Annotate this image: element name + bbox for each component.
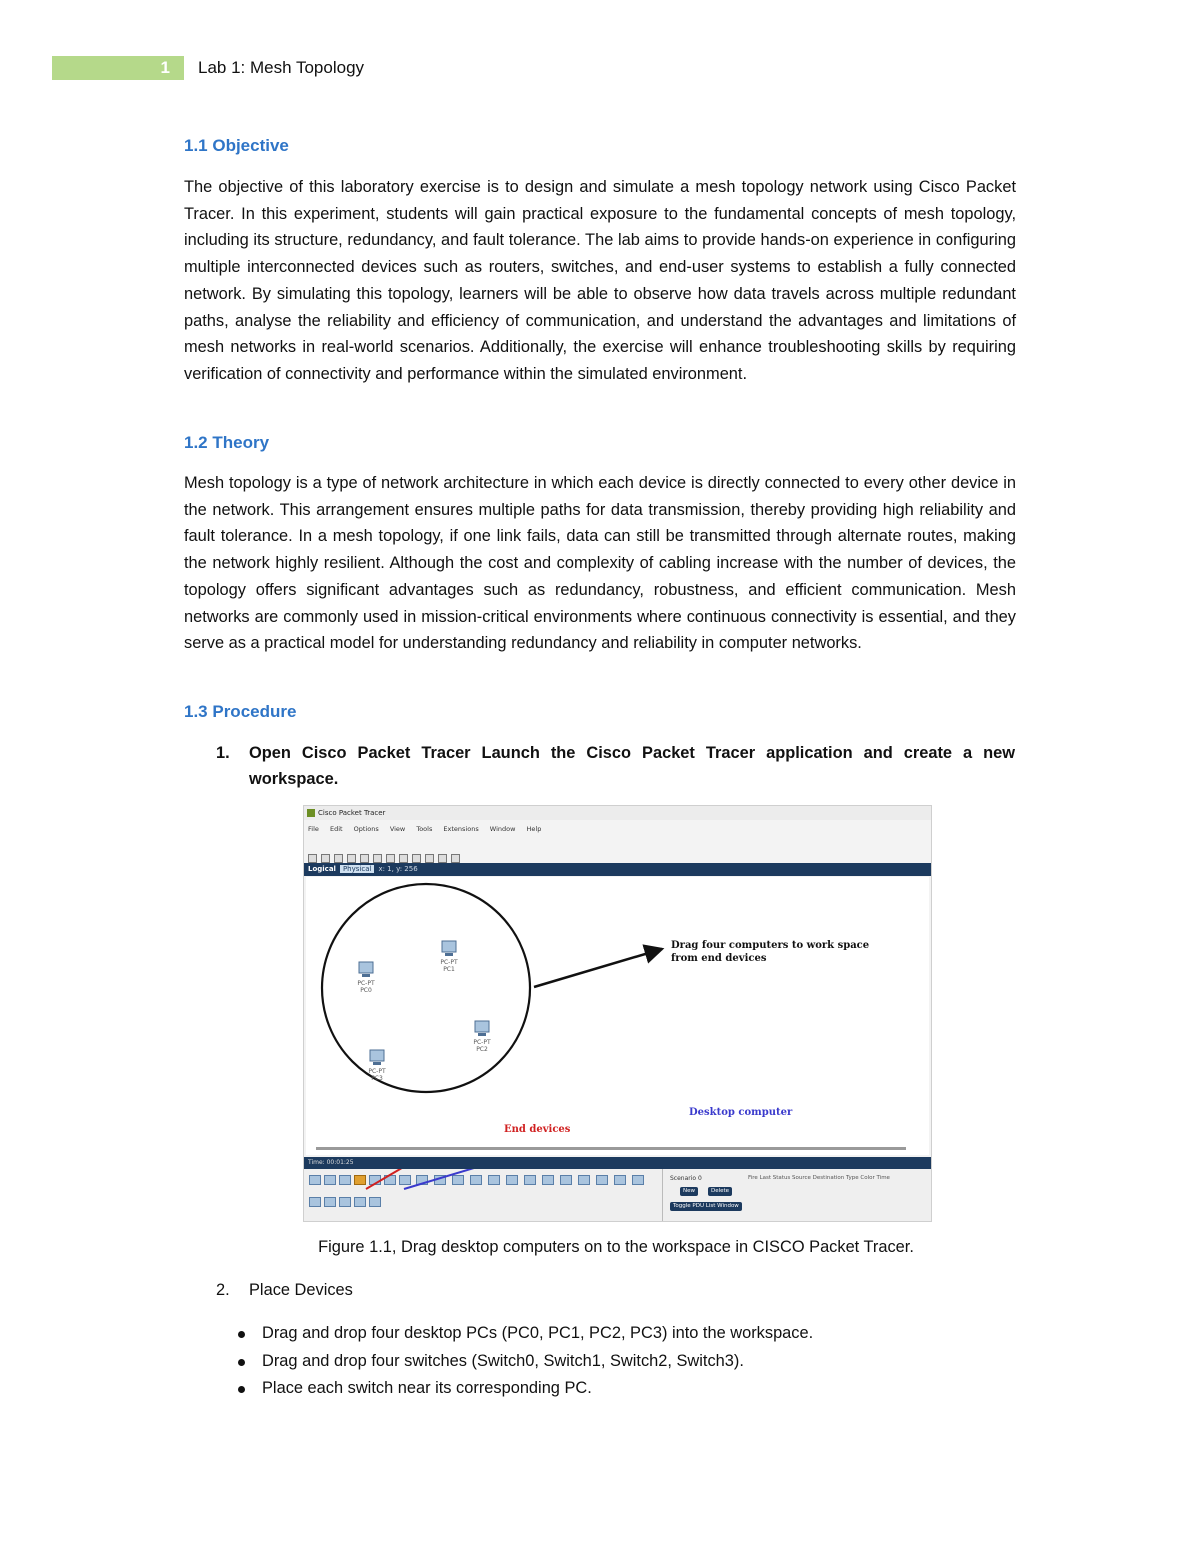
header-title: Lab 1: Mesh Topology [198, 58, 365, 77]
figure-caption: Figure 1.1, Drag desktop computers on to the workspace in CISCO Packet Tracer. [318, 1238, 914, 1256]
undo-icon[interactable] [399, 854, 408, 863]
page-header [52, 56, 364, 80]
workspace-canvas[interactable] [306, 877, 929, 1155]
paste-icon[interactable] [386, 854, 395, 863]
pc-1-type: PC-PT [440, 959, 458, 966]
step-2-text: Place Devices [249, 1281, 353, 1299]
bullet-item: Place each switch near its corresponding PC. [234, 1375, 813, 1403]
annotation-end-devices: End devices [504, 1124, 571, 1135]
wizard-icon[interactable] [360, 854, 369, 863]
step-1-number: 1. [216, 744, 230, 762]
page-number: 1 [160, 58, 170, 77]
pc-2[interactable] [473, 1021, 491, 1053]
print-icon[interactable] [347, 854, 356, 863]
menu-tools[interactable]: Tools [416, 825, 433, 833]
palette-icon[interactable] [451, 854, 460, 863]
end-devices-arrow [366, 1169, 494, 1189]
horizontal-scrollbar[interactable] [316, 1147, 906, 1150]
step-1-text: Open Cisco Packet Tracer Launch the Cisco Packet Tracer application and create a new workspace. [249, 744, 1015, 788]
window-titlebar [304, 806, 931, 820]
pc-3[interactable] [368, 1050, 386, 1082]
cursor-coords: x: 1, y: 256 [378, 865, 418, 873]
menu-window[interactable]: Window [489, 825, 516, 833]
zoom-in-icon[interactable] [425, 854, 434, 863]
copy-icon[interactable] [373, 854, 382, 863]
step-2-bullets [234, 1320, 813, 1403]
pc-1[interactable] [440, 941, 458, 973]
pc-0[interactable] [357, 962, 375, 994]
theory-heading: 1.2 Theory [184, 433, 270, 452]
redo-icon[interactable] [412, 854, 421, 863]
pc-1-name: PC1 [443, 966, 455, 973]
pc-3-type: PC-PT [368, 1068, 386, 1075]
toolbar [304, 848, 464, 860]
new-scenario-button[interactable]: New [680, 1187, 698, 1196]
pc-0-type: PC-PT [357, 980, 375, 987]
scenario-label[interactable]: Scenario 0 [670, 1175, 702, 1182]
packet-tracer-screenshot [303, 805, 932, 1222]
annotation-drag-line-1: Drag four computers to work space [671, 940, 870, 951]
window-title: Cisco Packet Tracer [318, 809, 386, 817]
app-icon [307, 809, 315, 817]
selection-circle [322, 884, 530, 1092]
menu-bar [304, 822, 932, 836]
workspace-tab-bar [304, 863, 931, 876]
menu-help[interactable]: Help [526, 825, 542, 833]
menu-file[interactable]: File [308, 825, 319, 833]
save-icon[interactable] [334, 854, 343, 863]
pc-2-name: PC2 [476, 1046, 488, 1053]
device-panel [304, 1169, 931, 1221]
menu-view[interactable]: View [389, 825, 406, 833]
pc-2-type: PC-PT [473, 1039, 491, 1046]
status-bar: Time: 00:01:25 [304, 1157, 932, 1169]
objective-heading: 1.1 Objective [184, 136, 289, 155]
new-icon[interactable] [308, 854, 317, 863]
panel-divider [662, 1169, 663, 1221]
toggle-pdu-list-button[interactable]: Toggle PDU List Window [670, 1202, 742, 1211]
pc-0-name: PC0 [360, 987, 372, 994]
menu-options[interactable]: Options [353, 825, 379, 833]
page-number-tab [52, 56, 184, 80]
theory-paragraph: Mesh topology is a type of network architecture in which each device is directly connected to every other device in the network. This arrangement ensures multiple paths for data transmission, thereby providing high reliability and fault tolerance. In a mesh topology, if one link fails, data can still be transmitted through alternate routes, making the network highly resilient. Although the cost and complexity of cabling increase with the number of devices, the topology offers significant advantages such as redundancy, robustness, and efficient communication. Mesh networks are commonly used in mission-critical environments where continuous connectivity is essential, and they serve as a practical model for understanding redundancy and reliability in computer networks. [184, 474, 1016, 653]
tab-logical[interactable]: Logical [308, 865, 336, 873]
step-2-number: 2. [216, 1281, 230, 1299]
pdu-list-columns: Fire Last Status Source Destination Type Color Time [748, 1175, 890, 1181]
procedure-heading: 1.3 Procedure [184, 702, 297, 721]
annotation-desktop-computer: Desktop computer [689, 1107, 793, 1118]
zoom-out-icon[interactable] [438, 854, 447, 863]
delete-scenario-button[interactable]: Delete [708, 1187, 732, 1196]
drag-arrow [534, 949, 662, 987]
pc-3-name: PC3 [371, 1075, 383, 1082]
open-icon[interactable] [321, 854, 330, 863]
menu-extensions[interactable]: Extensions [443, 825, 479, 833]
bullet-item: Drag and drop four desktop PCs (PC0, PC1, PC2, PC3) into the workspace. [234, 1320, 813, 1348]
annotation-drag-line-2: from end devices [671, 953, 767, 964]
topology-diagram [306, 877, 929, 1155]
tab-physical[interactable]: Physical [340, 865, 374, 873]
objective-paragraph: The objective of this laboratory exercise is to design and simulate a mesh topology network using Cisco Packet Tracer. In this experiment, students will gain practical exposure to the fundamental concepts of mesh topology, including its structure, redundancy, and fault tolerance. The lab aims to provide hands-on experience in configuring multiple interconnected devices such as routers, switches, and end-user systems to establish a fully connected network. By simulating this topology, learners will be able to observe how data travels across multiple redundant paths, analyse the reliability and efficiency of communication, and understand the advantages and limitations of mesh networks in real-world scenarios. Additionally, the exercise will enhance troubleshooting skills by requiring verification of connectivity and performance within the simulated environment. [184, 178, 1016, 383]
desktop-computer-arrow [404, 1169, 684, 1189]
bullet-item: Drag and drop four switches (Switch0, Switch1, Switch2, Switch3). [234, 1348, 813, 1376]
menu-edit[interactable]: Edit [329, 825, 343, 833]
